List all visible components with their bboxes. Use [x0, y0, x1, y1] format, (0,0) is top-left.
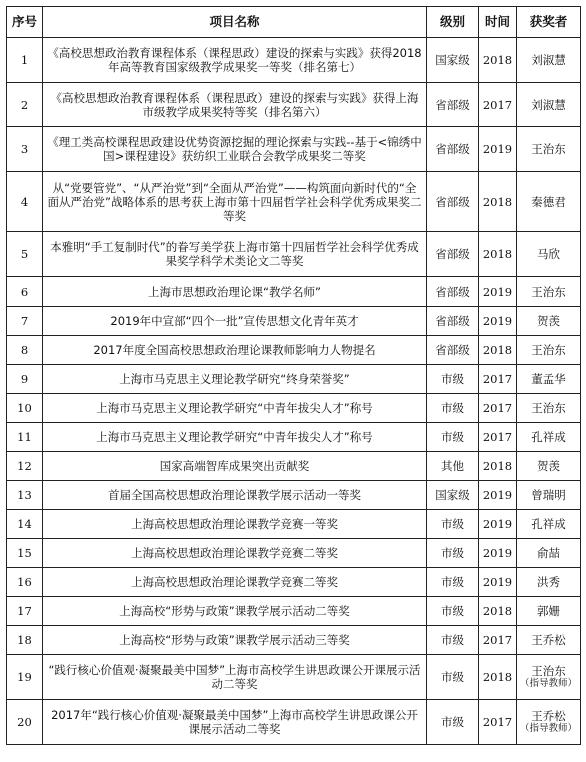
- cell-level: 省部级: [427, 277, 479, 307]
- cell-name: 上海高校“形势与政策”课教学展示活动二等奖: [43, 597, 427, 626]
- cell-no: 2: [7, 83, 43, 127]
- cell-winner: [517, 481, 581, 510]
- awards-table: [6, 6, 581, 745]
- cell-name: 上海市马克思主义理论教学研究“终身荣誉奖”: [43, 365, 427, 394]
- cell-winner: [517, 83, 581, 127]
- winner-name: 贺羡: [537, 314, 560, 328]
- header-level: 级别: [427, 7, 479, 38]
- header-name: 项目名称: [43, 7, 427, 38]
- cell-winner: [517, 539, 581, 568]
- cell-time: 2019: [479, 127, 517, 172]
- cell-time: 2018: [479, 38, 517, 83]
- table-body: [7, 38, 581, 745]
- cell-time: 2019: [479, 568, 517, 597]
- cell-winner: [517, 307, 581, 336]
- cell-time: 2018: [479, 336, 517, 365]
- header-no: 序号: [7, 7, 43, 38]
- cell-time: 2017: [479, 423, 517, 452]
- cell-name: 《理工类高校课程思政建设优势资源挖掘的理论探索与实践--基于<锦绣中国>课程建设》获纺织工业联合会教学成果奖二等奖: [43, 127, 427, 172]
- cell-no: 12: [7, 452, 43, 481]
- winner-name: 马欣: [537, 247, 560, 261]
- cell-no: 8: [7, 336, 43, 365]
- cell-level: 市级: [427, 655, 479, 700]
- table-row: [7, 365, 581, 394]
- winner-name: 孔祥成: [531, 517, 566, 531]
- cell-winner: [517, 232, 581, 277]
- cell-name: 从“党要管党”、“从严治党”到“全面从严治党”——构筑面向新时代的“全面从严治党”战略体系的思考获上海市第十四届哲学社会科学优秀成果奖二等奖: [43, 172, 427, 232]
- winner-name: 刘淑慧: [531, 97, 566, 112]
- cell-time: 2018: [479, 452, 517, 481]
- cell-no: 17: [7, 597, 43, 626]
- cell-name: “践行核心价值观·凝聚最美中国梦”上海市高校学生讲思政课公开课展示活动二等奖: [43, 655, 427, 700]
- cell-level: 市级: [427, 510, 479, 539]
- cell-level: 市级: [427, 597, 479, 626]
- cell-name: 《高校思想政治教育课程体系（课程思政）建设的探索与实践》获得上海市级教学成果奖特等奖（排名第六）: [43, 83, 427, 127]
- cell-winner: [517, 127, 581, 172]
- cell-level: 省部级: [427, 172, 479, 232]
- cell-level: 市级: [427, 394, 479, 423]
- cell-winner: [517, 38, 581, 83]
- cell-level: 市级: [427, 539, 479, 568]
- cell-name: 上海高校思想政治理论课教学竞赛二等奖: [43, 539, 427, 568]
- cell-no: 20: [7, 700, 43, 745]
- cell-time: 2017: [479, 83, 517, 127]
- cell-time: 2019: [479, 481, 517, 510]
- cell-level: 市级: [427, 568, 479, 597]
- winner-role-note: （指导教师）: [520, 723, 578, 734]
- winner-name: 俞喆: [537, 546, 560, 560]
- table-row: [7, 655, 581, 700]
- cell-time: 2017: [479, 394, 517, 423]
- table-row: [7, 307, 581, 336]
- cell-name: 2017年度全国高校思想政治理论课教师影响力人物提名: [43, 336, 427, 365]
- cell-no: 9: [7, 365, 43, 394]
- cell-level: 其他: [427, 452, 479, 481]
- cell-no: 11: [7, 423, 43, 452]
- header-row: [7, 7, 581, 38]
- winner-name: 王乔松: [531, 709, 566, 723]
- cell-level: 市级: [427, 423, 479, 452]
- winner-name: 贺羡: [537, 459, 560, 473]
- winner-name: 董孟华: [531, 372, 566, 386]
- table-row: [7, 127, 581, 172]
- cell-no: 4: [7, 172, 43, 232]
- cell-name: 《高校思想政治教育课程体系（课程思政）建设的探索与实践》获得2018年高等教育国家级教学成果奖一等奖（排名第七）: [43, 38, 427, 83]
- cell-winner: [517, 655, 581, 700]
- cell-level: 国家级: [427, 38, 479, 83]
- cell-winner: [517, 626, 581, 655]
- winner-name: 王治东: [531, 401, 566, 415]
- table-row: [7, 38, 581, 83]
- table-row: [7, 452, 581, 481]
- cell-level: 市级: [427, 365, 479, 394]
- header-winner: 获奖者: [517, 7, 581, 38]
- cell-name: 国家高端智库成果突出贡献奖: [43, 452, 427, 481]
- table-row: [7, 539, 581, 568]
- table-row: [7, 568, 581, 597]
- cell-level: 国家级: [427, 481, 479, 510]
- table-row: [7, 394, 581, 423]
- cell-no: 3: [7, 127, 43, 172]
- awards-table-container: [6, 6, 581, 745]
- winner-name: 王治东: [531, 664, 566, 678]
- cell-time: 2017: [479, 365, 517, 394]
- winner-name: 洪秀: [537, 575, 560, 589]
- cell-name: 上海市思想政治理论课“教学名师”: [43, 277, 427, 307]
- winner-name: 王治东: [531, 142, 566, 156]
- cell-no: 16: [7, 568, 43, 597]
- cell-name: 2019年中宣部“四个一批”宣传思想文化青年英才: [43, 307, 427, 336]
- cell-name: 上海市马克思主义理论教学研究“中青年拔尖人才”称号: [43, 394, 427, 423]
- cell-level: 省部级: [427, 127, 479, 172]
- cell-time: 2018: [479, 232, 517, 277]
- cell-level: 市级: [427, 626, 479, 655]
- cell-time: 2018: [479, 597, 517, 626]
- cell-level: 市级: [427, 700, 479, 745]
- cell-no: 14: [7, 510, 43, 539]
- cell-no: 15: [7, 539, 43, 568]
- table-row: [7, 626, 581, 655]
- cell-winner: [517, 700, 581, 745]
- cell-level: 省部级: [427, 307, 479, 336]
- winner-name: 曾瑞明: [531, 488, 566, 502]
- cell-time: 2019: [479, 539, 517, 568]
- cell-winner: [517, 336, 581, 365]
- cell-winner: [517, 172, 581, 232]
- table-row: [7, 336, 581, 365]
- cell-winner: [517, 597, 581, 626]
- winner-name: 王治东: [531, 343, 566, 357]
- table-row: [7, 510, 581, 539]
- cell-winner: [517, 365, 581, 394]
- cell-winner: [517, 568, 581, 597]
- cell-no: 13: [7, 481, 43, 510]
- table-row: [7, 700, 581, 745]
- winner-role-note: （指导教师）: [520, 678, 578, 689]
- cell-no: 18: [7, 626, 43, 655]
- table-row: [7, 423, 581, 452]
- cell-time: 2019: [479, 277, 517, 307]
- cell-winner: [517, 510, 581, 539]
- winner-name: 王治东: [531, 284, 566, 299]
- cell-name: 上海市马克思主义理论教学研究“中青年拔尖人才”称号: [43, 423, 427, 452]
- cell-time: 2019: [479, 307, 517, 336]
- winner-name: 刘淑慧: [531, 53, 566, 67]
- cell-no: 1: [7, 38, 43, 83]
- table-row: [7, 481, 581, 510]
- cell-winner: [517, 423, 581, 452]
- cell-winner: [517, 277, 581, 307]
- cell-name: 上海高校“形势与政策”课教学展示活动三等奖: [43, 626, 427, 655]
- header-time: 时间: [479, 7, 517, 38]
- table-row: [7, 172, 581, 232]
- winner-name: 郭姗: [537, 604, 560, 618]
- cell-name: 2017年“践行核心价值观·凝聚最美中国梦”上海市高校学生讲思政课公开课展示活动二等奖: [43, 700, 427, 745]
- cell-name: 上海高校思想政治理论课教学竞赛一等奖: [43, 510, 427, 539]
- cell-time: 2018: [479, 655, 517, 700]
- table-row: [7, 597, 581, 626]
- cell-name: 上海高校思想政治理论课教学竞赛二等奖: [43, 568, 427, 597]
- cell-no: 5: [7, 232, 43, 277]
- cell-name: 首届全国高校思想政治理论课教学展示活动一等奖: [43, 481, 427, 510]
- winner-name: 王乔松: [531, 633, 566, 647]
- cell-level: 省部级: [427, 83, 479, 127]
- cell-level: 省部级: [427, 336, 479, 365]
- winner-name: 秦德君: [531, 194, 566, 209]
- table-row: [7, 232, 581, 277]
- table-row: [7, 277, 581, 307]
- cell-level: 省部级: [427, 232, 479, 277]
- cell-winner: [517, 394, 581, 423]
- cell-time: 2019: [479, 510, 517, 539]
- cell-time: 2017: [479, 700, 517, 745]
- cell-no: 7: [7, 307, 43, 336]
- cell-name: 本雅明“手工复制时代”的眷写美学获上海市第十四届哲学社会科学优秀成果奖学科学术类论文二等奖: [43, 232, 427, 277]
- cell-time: 2017: [479, 626, 517, 655]
- winner-name: 孔祥成: [531, 430, 566, 444]
- cell-time: 2018: [479, 172, 517, 232]
- cell-no: 19: [7, 655, 43, 700]
- cell-no: 10: [7, 394, 43, 423]
- table-row: [7, 83, 581, 127]
- cell-winner: [517, 452, 581, 481]
- cell-no: 6: [7, 277, 43, 307]
